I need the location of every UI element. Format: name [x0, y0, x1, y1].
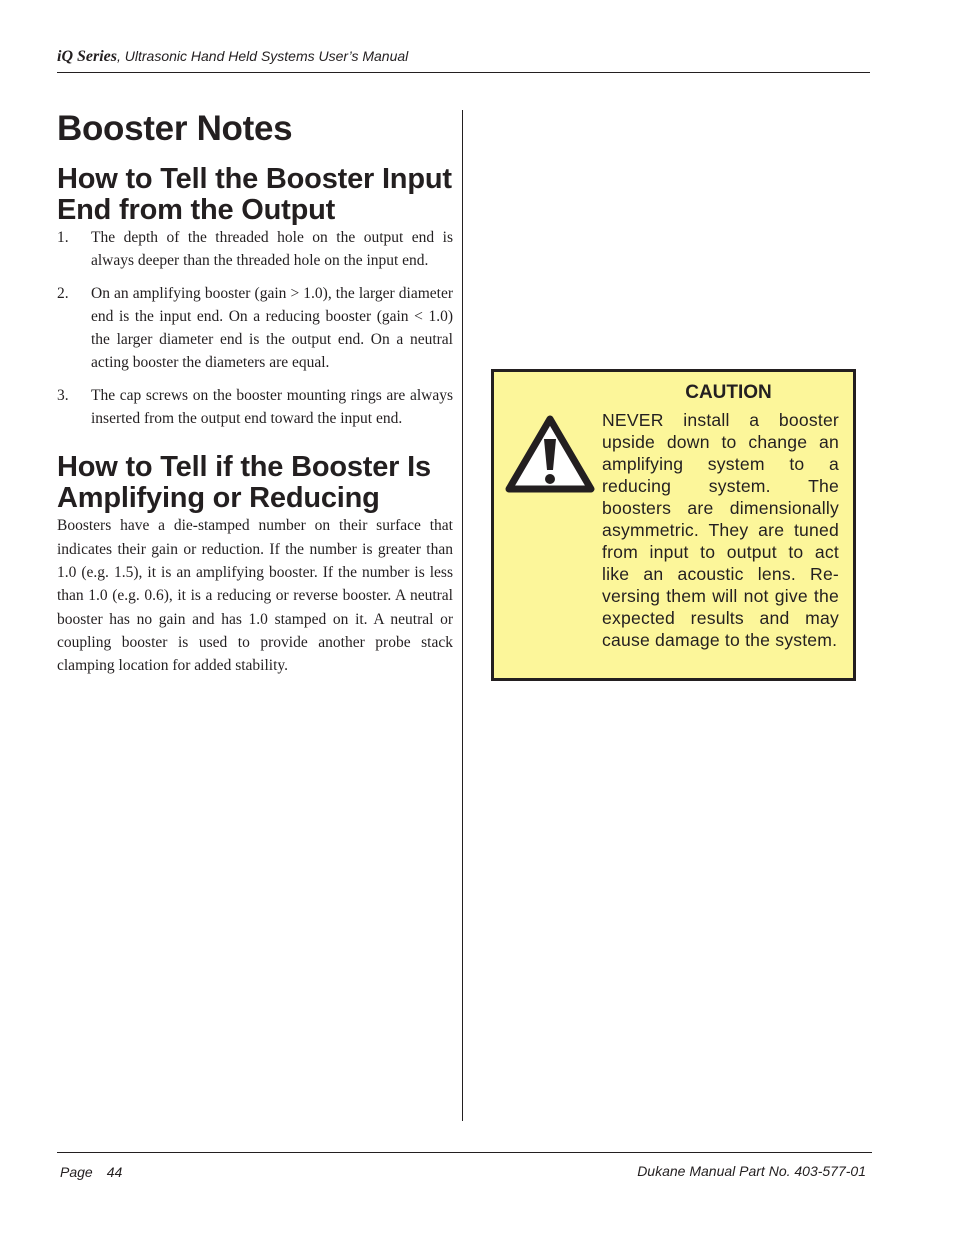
section-heading-input-output: How to Tell the Booster Input End from the Output	[57, 163, 452, 226]
list-item-text: On an amplifying booster (gain > 1.0), the larger diameter end is the input end. On a reducing booster (gain < 1.0) the larger diameter end is the output end. On a neutral acting booster the diameters are equal.	[91, 284, 453, 372]
section-heading-amplifying-reducing: How to Tell if the Booster Is Amplifying or Reducing	[57, 451, 431, 515]
footer-page	[60, 1164, 122, 1180]
footer-part-number: Dukane Manual Part No. 403-577-01	[637, 1163, 866, 1179]
footer-rule	[57, 1152, 872, 1153]
series-name: iQ Series	[57, 48, 117, 65]
list-number: 3.	[57, 386, 69, 404]
list-item	[57, 384, 453, 431]
list-item-text: The cap screws on the booster mounting rings are always inserted from the output end toward the input end.	[91, 386, 453, 428]
manual-title: Ultrasonic Hand Held Systems User’s Manual	[120, 48, 409, 64]
header-separator: ,	[117, 48, 121, 64]
list-item	[57, 282, 453, 375]
numbered-list	[57, 226, 453, 430]
warning-triangle-icon	[504, 412, 596, 496]
section-body: Boosters have a die-stamped number on their surface that indicates their gain or reduction. If the number is greater than 1.0 (e.g. 1.5), it is an amplifying booster. If the number is less than 1.0 (e.g. 0.6), it is a reducing or reverse booster. A neutral booster has no gain and has 1.0 stamped on it. A neutral or coupling booster is used to provide another probe stack clamping location for added stability.	[57, 517, 453, 675]
caution-text: NEVER install a booster upside down to change an amplifying system to a reducing system. The boosters are dimensionally asymmetric. They are tuned from input to output to act like an acoustic lens. Re-versing them will not give the expected results and may cause damage to the system.	[602, 410, 839, 650]
page-title: Booster Notes	[57, 109, 293, 148]
page-number: 44	[106, 1164, 123, 1180]
column-divider	[462, 110, 463, 1121]
caution-box	[491, 369, 856, 681]
list-number: 1.	[57, 229, 69, 246]
caution-title: CAUTION	[685, 382, 772, 403]
running-header	[57, 48, 870, 73]
list-number: 2.	[57, 284, 69, 302]
left-column	[57, 108, 453, 677]
page-label: Page	[60, 1164, 93, 1180]
list-item-text: The depth of the threaded hole on the output end is always deeper than the threaded hole on the input end.	[91, 229, 453, 270]
list-item	[57, 226, 453, 273]
